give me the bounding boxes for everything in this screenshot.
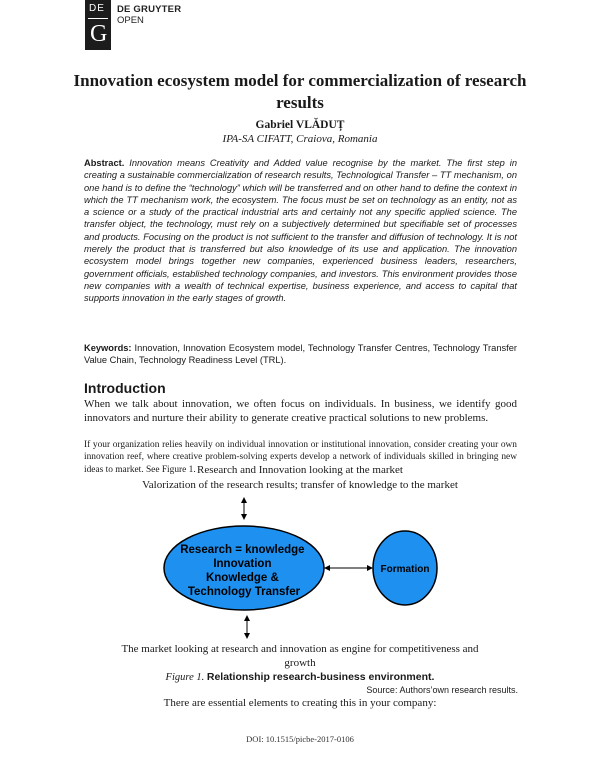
author-affiliation: IPA-SA CIFATT, Craiova, Romania (222, 133, 378, 145)
keywords (84, 342, 517, 367)
abstract-text: Innovation means Creativity and Added value recognise by the market. The first step in creating a sustainable commercialization of research results, Technological Transfer – TT mechanism, on one hand is to define the “technology” which will be transferred and on other hand to define the context in which the TT mechanism work, the ecosystem. The focus must be set on technology as an entity, not as a science or a study of the practical industrial arts and certainly not any specific applied science. The transfer object, the technology, must rely on a subjectively determined but specifiable set of processes and products. Focusing on the product is not sufficient to the transfer and diffusion of technology. It is not merely the product that is transferred but also knowledge of its use and application. The innovation ecosystem model brings together new companies, experienced business leaders, researchers, government officials, established technology companies, and investors. This environment provides those new companies with a wealth of technical expertise, business experience, and access to capital that supports innovation in the early stages of growth. (84, 158, 517, 304)
ellipse-line-2: Innovation (213, 558, 272, 570)
closing-sentence: There are essential elements to creating this in your company: (163, 697, 437, 709)
doi-footer: DOI: 10.1515/picbe-2017-0106 (246, 734, 354, 744)
logo-divider (88, 18, 108, 19)
figure-caption (0, 671, 600, 683)
abstract-label: Abstract. (84, 158, 125, 168)
paper-title: Innovation ecosystem model for commercialization of research results (73, 71, 527, 112)
figure-1-diagram (0, 492, 600, 642)
intro-paragraph-1: When we talk about innovation, we often focus on individuals. In business, we identify good innovators and nurture their ability to generate creative practical solutions to new problems. (84, 398, 517, 424)
keywords-label: Keywords: (84, 343, 132, 353)
keywords-text: Innovation, Innovation Ecosystem model, Technology Transfer Centres, Technology Transfer Value Chain, Technology Readiness Level (TRL). (84, 343, 517, 366)
ellipse-line-1: Research = knowledge (180, 544, 305, 556)
logo-g-text: G (90, 21, 108, 47)
publisher-name-main: DE GRUYTER (117, 4, 182, 15)
abstract (84, 157, 517, 305)
publisher-name-sub: OPEN (117, 15, 144, 26)
ellipse-line-4: Technology Transfer (187, 586, 301, 598)
publisher-logo (85, 0, 111, 50)
figure-top-line-2: Valorization of the research results; transfer of knowledge to the market (142, 479, 458, 491)
intro-paragraph-2: If your organization relies heavily on individual innovation or institutional innovation, consider creating your own innovation reef, where creative problem-solving experts develop a network of individuals skilled in bringing new ideas to market. See Figure 1. (84, 440, 517, 475)
figure-bottom-line-2: growth (284, 657, 316, 669)
ellipse-line-3: Knowledge & (205, 572, 279, 584)
logo-de-text: DE (89, 3, 105, 14)
publisher-name (117, 4, 181, 26)
figure-caption-label: Figure 1. (165, 672, 205, 683)
figure-source: Source: Authors’own research results. (366, 685, 518, 695)
author-name: Gabriel VLĂDUȚ (255, 119, 345, 131)
figure-bottom-line-1: The market looking at research and innovation as engine for competitiveness and (121, 643, 479, 655)
figure-top-line-1: Research and Innovation looking at the market (197, 464, 403, 476)
figure-caption-title: Relationship research-business environment. (206, 671, 435, 683)
section-heading-introduction: Introduction (84, 380, 166, 396)
formation-label: Formation (380, 564, 430, 575)
